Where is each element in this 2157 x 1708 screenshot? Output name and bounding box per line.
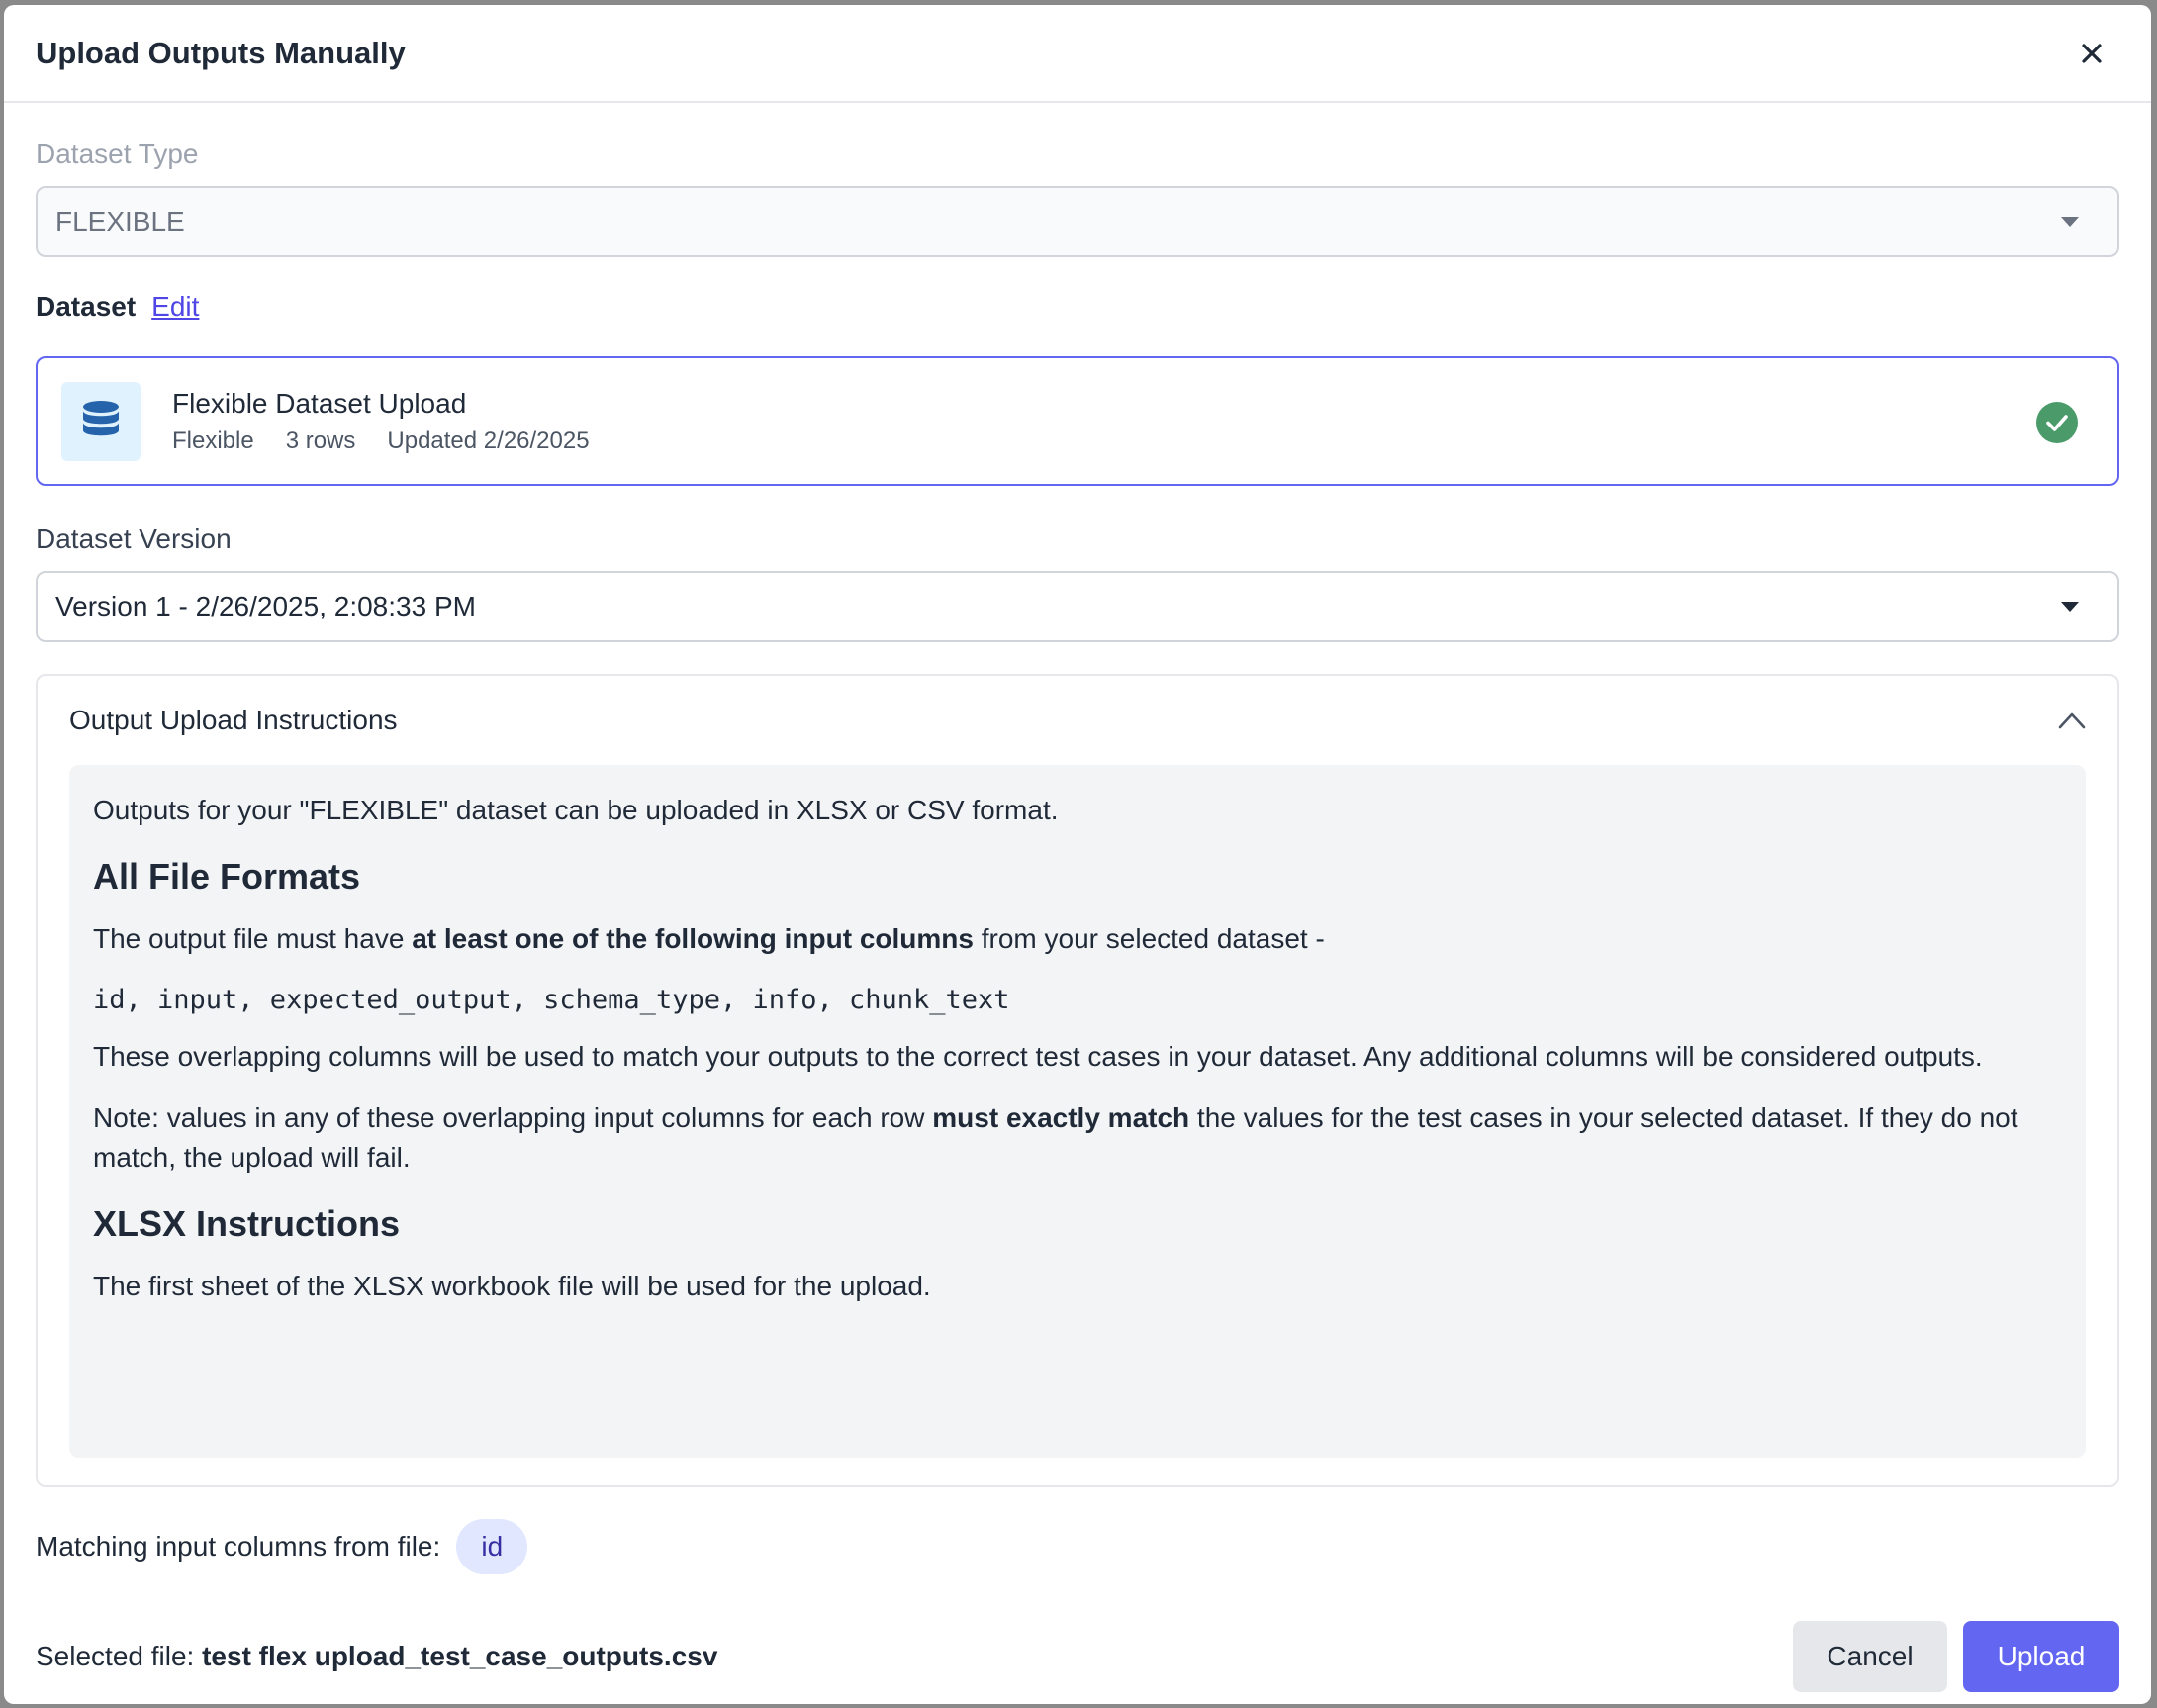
modal-footer — [36, 1621, 2119, 1692]
dataset-version-select[interactable] — [36, 571, 2119, 642]
selected-dataset-card[interactable] — [36, 356, 2119, 486]
match-note: Note: values in any of these overlapping input columns for each row must exactly match the values for the test cases in your selected dataset. If they do not match, the upload will fail. — [93, 1102, 2018, 1173]
chevron-down-icon — [2060, 601, 2080, 613]
dataset-meta — [172, 427, 590, 455]
check-circle-icon — [2036, 402, 2078, 443]
upload-instructions-panel — [36, 674, 2119, 1487]
dataset-type-tag: Flexible — [172, 427, 254, 454]
instructions-content — [69, 765, 2086, 1458]
upload-button[interactable]: Upload — [1963, 1621, 2119, 1692]
selected-file-name: test flex upload_test_case_outputs.csv — [202, 1641, 718, 1671]
modal-body — [4, 139, 2151, 1574]
overlap-explanation: These overlapping columns will be used to match your outputs to the correct test cases in your dataset. Any additional columns will be considered outputs. — [93, 1041, 1983, 1072]
edit-dataset-link[interactable]: Edit — [151, 291, 200, 322]
dataset-version-label: Dataset Version — [36, 523, 232, 554]
dataset-name: Flexible Dataset Upload — [172, 387, 467, 419]
footer-buttons — [1793, 1621, 2119, 1692]
dataset-icon-box — [61, 382, 141, 461]
matching-columns-row — [36, 1519, 2119, 1574]
modal-header — [4, 5, 2151, 103]
chevron-up-icon[interactable] — [2058, 712, 2086, 729]
instructions-intro: Outputs for your "FLEXIBLE" dataset can be uploaded in XLSX or CSV format. — [93, 795, 1059, 825]
matching-columns-label: Matching input columns from file: — [36, 1531, 441, 1562]
dataset-label-row — [36, 291, 2119, 323]
instructions-title: Output Upload Instructions — [69, 705, 398, 735]
dataset-type-value: FLEXIBLE — [55, 206, 185, 237]
xlsx-note: The first sheet of the XLSX workbook file will be used for the upload. — [93, 1271, 931, 1301]
modal-title: Upload Outputs Manually — [36, 35, 406, 70]
close-icon — [2080, 42, 2104, 65]
close-button[interactable] — [2070, 32, 2113, 75]
dataset-version-value: Version 1 - 2/26/2025, 2:08:33 PM — [55, 591, 476, 621]
dataset-type-select — [36, 186, 2119, 257]
all-formats-heading: All File Formats — [93, 856, 361, 897]
matching-column-pill: id — [456, 1519, 527, 1574]
upload-outputs-modal — [4, 5, 2151, 1704]
cancel-button[interactable]: Cancel — [1793, 1621, 1947, 1692]
xlsx-heading: XLSX Instructions — [93, 1203, 401, 1244]
columns-requirement: The output file must have at least one of the following input columns from your selected dataset - — [93, 923, 1325, 954]
instructions-header[interactable] — [69, 676, 2086, 765]
database-icon — [81, 400, 121, 443]
selected-file: Selected file: test flex upload_test_case_outputs.csv — [36, 1641, 718, 1671]
dataset-label: Dataset — [36, 291, 137, 322]
dataset-type-label: Dataset Type — [36, 139, 199, 169]
dataset-rows: 3 rows — [285, 427, 356, 454]
chevron-down-icon — [2060, 216, 2080, 228]
input-columns-list: id, input, expected_output, schema_type, info, chunk_text — [93, 985, 1010, 1015]
dataset-card-text — [172, 388, 590, 455]
dataset-updated: Updated 2/26/2025 — [387, 427, 590, 454]
